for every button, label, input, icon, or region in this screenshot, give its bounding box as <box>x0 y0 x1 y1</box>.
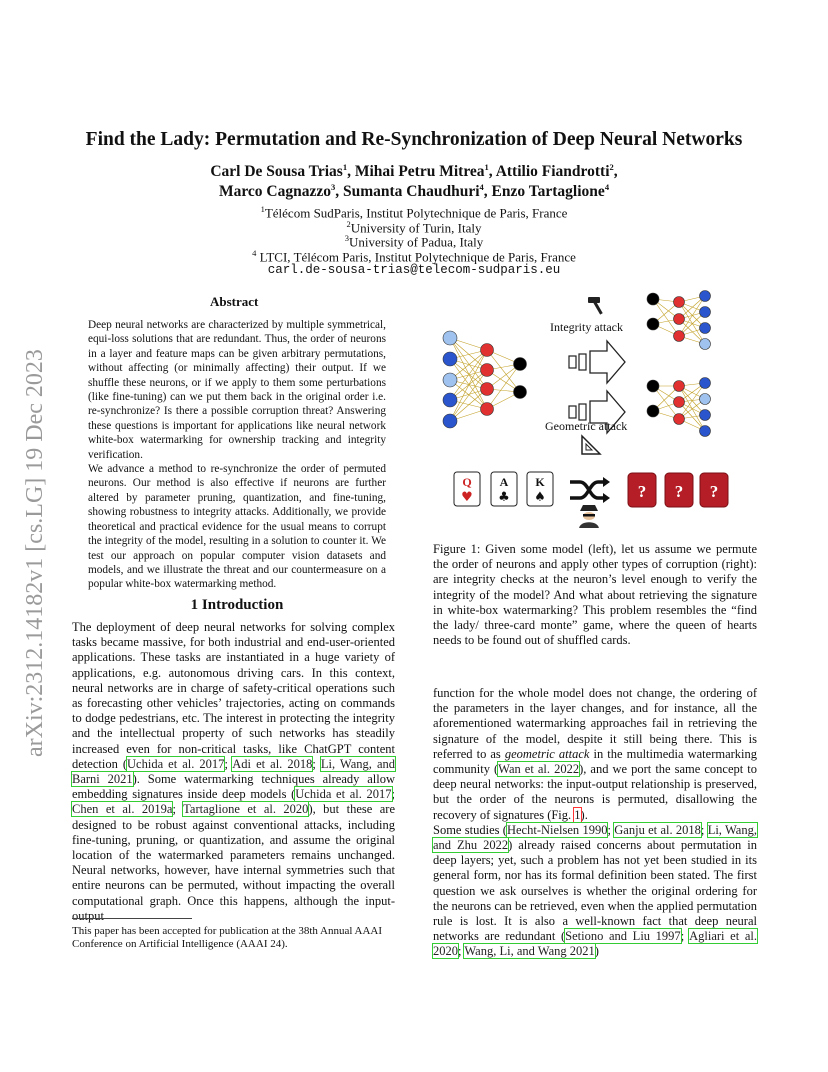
neuron <box>443 373 457 387</box>
citation-link[interactable]: Hecht-Nielsen 1990 <box>506 822 608 837</box>
svg-text:K: K <box>535 475 545 489</box>
neuron <box>674 397 685 408</box>
citation-link[interactable]: Wang, Li, and Wang 2021 <box>464 944 595 959</box>
svg-text:?: ? <box>674 482 684 501</box>
neuron <box>700 291 711 302</box>
affiliation: $^3$University of Padua, Italy <box>344 233 484 250</box>
neuron <box>700 410 711 421</box>
citation-link[interactable]: Li, Wang, and Barni 2021 <box>72 756 395 787</box>
figure-label: Figure 1: <box>433 542 486 556</box>
neuron <box>700 323 711 334</box>
affiliation: $^1$Télécom SudParis, Institut Polytechnique de Paris, France <box>260 204 568 221</box>
neuron <box>700 426 711 437</box>
author: Enzo Tartaglione <box>491 183 605 201</box>
author: Attilio Fiandrotti <box>495 163 610 181</box>
figure-1-caption: Figure 1: Given some model (left), let us assume we permute the order of neurons and apply other types of corruption (right): are integrity checks at the neuron’s level enough to verify the integrity of the model? And what about retrieving the signature in white-box watermarking? This problem resembles the “find the lady/ three-card monte” game, where the queen of hearts needs to be found out of shuffled cards. <box>433 542 757 648</box>
citation-link[interactable]: Agliari et al. 2020 <box>433 929 757 959</box>
neuron <box>647 380 659 392</box>
neuron <box>700 394 711 405</box>
abstract-heading: Abstract <box>210 294 259 309</box>
neuron <box>647 405 659 417</box>
abstract-paragraph: Deep neural networks are characterized by multiple symmetrical, equi-loss solutions that are redundant. Thus, the order of neurons in a layer and feature maps can be given arbitrary permutations, without affecting (or minimally affecting) their output. If we shuffle these neurons, or if we apply to them some perturbations (like fine-tuning) can we put them back in the original order i.e. re-synchronize? Is there a possible corruption threat? Answering these questions is important for applications like neural network white-box watermarking for ownership tracking and integrity verification. <box>88 319 386 461</box>
author: Mihai Petru Mitrea <box>354 163 485 181</box>
neuron <box>674 314 685 325</box>
figure-reference-link[interactable]: 1 <box>574 807 581 822</box>
svg-text:?: ? <box>637 482 647 501</box>
neuron <box>700 339 711 350</box>
citation-link[interactable]: Adi et al. 2018 <box>232 756 313 771</box>
citation-link[interactable]: Uchida et al. 2017 <box>127 756 225 771</box>
card-ace-clubs <box>491 472 517 506</box>
neuron <box>443 331 457 345</box>
neuron <box>443 352 457 366</box>
paper-title: Find the Lady: Permutation and Re-Synchronization of Deep Neural Networks <box>85 129 743 150</box>
mystery-card <box>700 473 728 507</box>
neuron <box>481 383 494 396</box>
author: Marco Cagnazzo <box>218 183 331 201</box>
geometric-attack-label: Geometric attack <box>545 419 628 433</box>
abstract-body <box>88 318 386 592</box>
svg-text:?: ? <box>709 482 719 501</box>
right-column-body <box>433 686 757 960</box>
citation-link[interactable]: Ganju et al. 2018 <box>614 822 701 837</box>
author: Sumanta Chaudhuri <box>343 183 480 201</box>
arxiv-stamp <box>14 285 50 760</box>
intro-paragraph: The deployment of deep neural networks for solving complex tasks became massive, for both industrial and end-user-oriented applications. These tasks are instantiated in a huge variety of applications, e.g. autonomous driving cars. In this context, neural networks are in charge of safety-critical operations such as forecasting other vehicles’ trajectories, acting on commands to dodge pedestrians, etc. The interest in protecting the integrity and the intellectual property of such networks has steadily increased even for non-critical tasks, like ChatGPT content detection (Uchida et al. 2017; Adi et al. 2018; Li, Wang, and Barni 2021). Some watermarking techniques already allow embedding signatures inside deep models (Uchida et al. 2017; Chen et al. 2019a; Tartaglione et al. 2020), but these are designed to be robust against conventional attacks, including fine-tuning, pruning, or quantization, and assume the original location of the watermarked parameters remains unchanged. Neural networks, however, have internal symmetries such that entire neurons can be permuted, without impacting the overall computational graph. Once this happens, although the input-output <box>72 620 395 923</box>
author: Carl De Sousa Trias <box>210 163 343 181</box>
hammer-icon <box>588 297 603 315</box>
introduction-body <box>72 620 395 924</box>
body-paragraph: function for the whole model does not change, the ordering of the parameters in the layer changes, and for instance, all the aforementioned watermarking approaches fail in retrieving the signature of the model, despite it still being there. This is referred to as geometric attack in the multimedia watermarking community (Wan et al. 2022), and we port the same concept to deep neural networks: the input-output relationship is preserved, but the order of the neurons is permuted, disallowing the recovery of signatures (Fig. 1). <box>433 686 758 822</box>
integrity-attack-label: Integrity attack <box>550 320 623 334</box>
svg-text:♣: ♣ <box>498 490 510 505</box>
svg-text:A: A <box>499 475 509 489</box>
affiliation: $^2$University of Turin, Italy <box>346 219 482 236</box>
citation-link[interactable]: Chen et al. 2019a <box>72 802 173 817</box>
svg-text:♥: ♥ <box>461 490 473 505</box>
arxiv-stamp-text: arXiv:2312.14182v1 [cs.LG] 19 Dec 2023 <box>22 349 48 757</box>
citation-link[interactable]: Li, Wang, and Zhu 2022 <box>433 822 757 853</box>
neuron <box>481 403 494 416</box>
author-email[interactable]: carl.de-sousa-trias@telecom-sudparis.eu <box>267 263 561 277</box>
footnote: This paper has been accepted for publication at the 38th Annual AAAI Conference on Artificial Intelligence (AAAI 24). <box>72 925 383 951</box>
section-heading-introduction: 1 Introduction <box>190 597 284 613</box>
neuron <box>700 378 711 389</box>
authors-line-2: Marco Cagnazzo$^3$, Sumanta Chaudhuri$^4$, Enzo Tartaglione$^4$ <box>218 182 610 201</box>
neuron <box>481 344 494 357</box>
citation-link[interactable]: Setiono and Liu 1997 <box>565 929 681 944</box>
svg-text:Q: Q <box>462 475 472 489</box>
body-paragraph: Some studies (Hecht-Nielsen 1990; Ganju et al. 2018; Li, Wang, and Zhu 2022) already raised concerns about permutation in deep layers; yet, such a problem has not yet been studied in its general form, nor has its formal definition been stated. The first question we ask ourselves is whether the original ordering for the neurons can be retrieved, even when the applied permutation rule is lost. It is also a well-known fact that deep neural networks are redundant (Setiono and Liu 1997; Agliari et al. 2020; Wang, Li, and Wang 2021) <box>433 822 757 959</box>
neuron <box>647 293 659 305</box>
neuron <box>674 297 685 308</box>
mystery-card <box>665 473 693 507</box>
neuron <box>674 381 685 392</box>
detective-icon <box>579 505 599 528</box>
svg-text:♠: ♠ <box>534 490 546 505</box>
neuron <box>700 307 711 318</box>
footnote-rule <box>72 918 192 919</box>
neuron <box>514 358 527 371</box>
neuron <box>443 414 457 428</box>
shuffle-icon <box>570 477 610 503</box>
citation-link[interactable]: Tartaglione et al. 2020 <box>183 802 309 817</box>
neuron <box>647 318 659 330</box>
neuron <box>514 386 527 399</box>
neuron <box>481 364 494 377</box>
neuron <box>674 331 685 342</box>
authors-line-1: Carl De Sousa Trias$^1$, Mihai Petru Mitrea$^1$, Attilio Fiandrotti$^2$, <box>210 162 618 181</box>
figure-1 <box>430 288 760 528</box>
card-king-spades <box>527 472 553 506</box>
affiliation: $^4$ LTCI, Télécom Paris, Institut Polytechnique de Paris, France <box>252 248 576 265</box>
set-square-icon <box>582 436 600 454</box>
citation-link[interactable]: Wan et al. 2022 <box>498 762 580 777</box>
neuron <box>443 393 457 407</box>
mystery-card <box>628 473 656 507</box>
abstract-paragraph: We advance a method to re-synchronize the order of permuted neurons. Our method is also effective if neurons are further altered by parameter pruning, quantization, and fine-tuning, showing robustness to integrity attacks. Additionally, we provide theoretical and practical evidence for the usual means to corrupt the integrity of the model, resulting in a solution to counter it. We test our approach on popular computer vision datasets and models, and we illustrate the threat and our countermeasure on a popular white-box watermarking method. <box>88 463 386 591</box>
neuron <box>674 414 685 425</box>
integrity-arrow <box>569 341 625 383</box>
citation-link[interactable]: Uchida et al. 2017 <box>295 787 392 802</box>
card-queen-hearts <box>454 472 480 506</box>
